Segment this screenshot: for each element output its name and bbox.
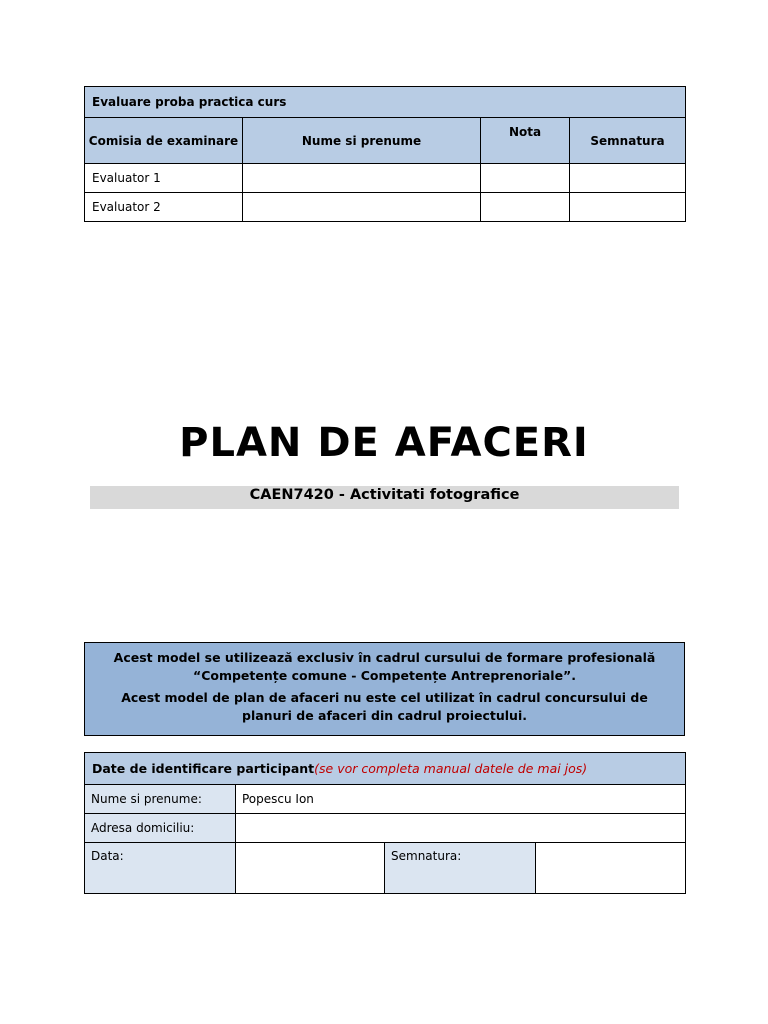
identification-title-text: Date de identificare participant xyxy=(92,761,315,776)
evaluator-2-grade-cell[interactable] xyxy=(481,193,570,222)
header-signature: Semnatura xyxy=(570,118,686,164)
address-field[interactable] xyxy=(236,814,686,843)
notice-box xyxy=(84,642,685,736)
identification-title-note: (se vor completa manual datele de mai jos) xyxy=(314,761,588,776)
signature-field[interactable] xyxy=(536,843,686,894)
header-grade: Nota xyxy=(481,118,570,164)
evaluator-1-label: Evaluator 1 xyxy=(85,164,243,193)
header-commission: Comisia de examinare xyxy=(85,118,243,164)
name-field[interactable]: Popescu Ion xyxy=(236,785,686,814)
evaluator-1-signature-cell[interactable] xyxy=(570,164,686,193)
page-title: PLAN DE AFACERI xyxy=(179,420,589,466)
header-name: Nume si prenume xyxy=(243,118,481,164)
table-row xyxy=(85,785,686,814)
evaluator-1-grade-cell[interactable] xyxy=(481,164,570,193)
table-row xyxy=(85,814,686,843)
evaluation-table xyxy=(84,86,686,222)
date-field[interactable] xyxy=(236,843,385,894)
evaluator-2-label: Evaluator 2 xyxy=(85,193,243,222)
evaluator-1-name-cell[interactable] xyxy=(243,164,481,193)
address-label: Adresa domiciliu: xyxy=(85,814,236,843)
evaluator-2-signature-cell[interactable] xyxy=(570,193,686,222)
name-label: Nume si prenume: xyxy=(85,785,236,814)
notice-line-1: Acest model se utilizează exclusiv în cadrul cursului de formare profesională “Competențe comune - Competențe Antreprenoriale”. xyxy=(113,650,656,683)
page-subtitle: CAEN7420 - Activitati fotografice xyxy=(90,486,679,509)
table-row xyxy=(85,193,686,222)
table-row xyxy=(85,164,686,193)
date-label: Data: xyxy=(85,843,236,894)
identification-table-title xyxy=(85,753,686,785)
notice-line-2: Acest model de plan de afaceri nu este cel utilizat în cadrul concursului de planuri de afaceri din cadrul proiectului. xyxy=(121,690,648,723)
identification-table xyxy=(84,752,686,894)
evaluator-2-name-cell[interactable] xyxy=(243,193,481,222)
table-row xyxy=(85,843,686,894)
signature-label: Semnatura: xyxy=(385,843,536,894)
evaluation-table-title: Evaluare proba practica curs xyxy=(85,87,686,118)
